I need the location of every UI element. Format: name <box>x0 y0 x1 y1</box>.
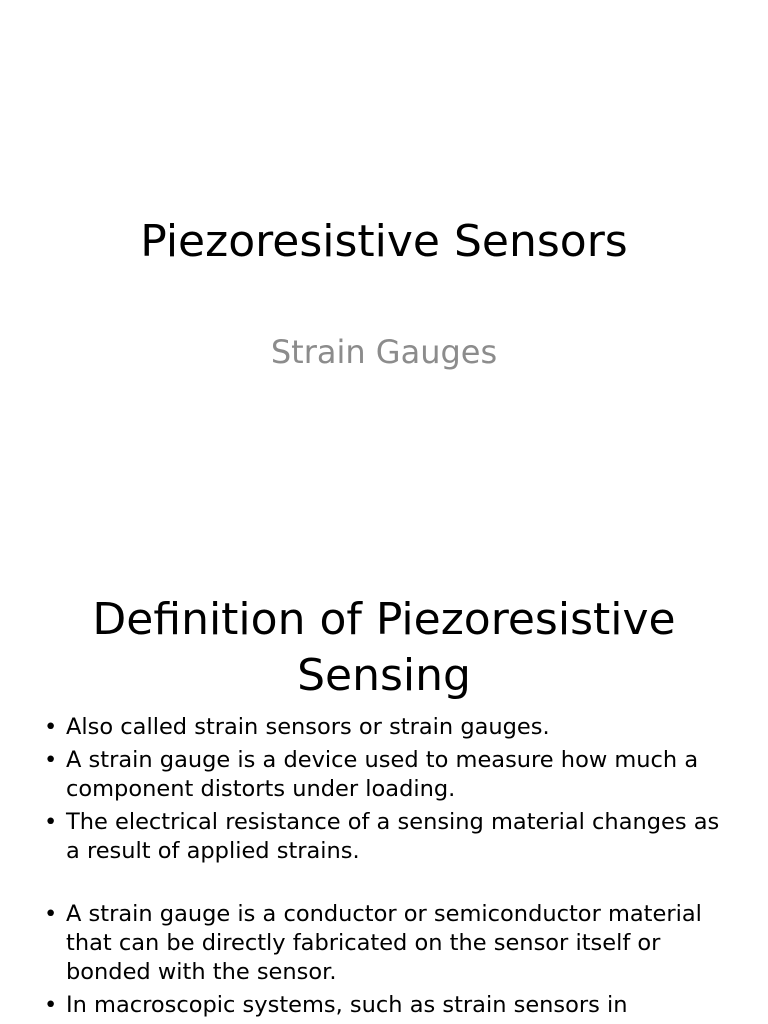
bullet-item <box>0 746 768 804</box>
definition-slide <box>0 576 768 1024</box>
bullet-text: Also called strain sensors or strain gauges. <box>66 714 550 740</box>
bullet-icon: • <box>44 901 58 927</box>
slide-heading: Definition of Piezoresistive Sensing <box>92 594 676 701</box>
bullet-icon: • <box>44 992 58 1018</box>
bullet-icon: • <box>44 809 58 835</box>
bullet-item <box>0 808 768 866</box>
bullet-list <box>0 713 768 1024</box>
bullet-text: The electrical resistance of a sensing material changes as a result of applied strains. <box>66 809 720 864</box>
bullet-icon: • <box>44 714 58 740</box>
bullet-item <box>0 900 768 987</box>
bullet-item <box>0 713 768 742</box>
bullet-item <box>0 991 768 1020</box>
bullet-text: A strain gauge is a device used to measure how much a component distorts under loading. <box>66 747 699 802</box>
slide-subtitle: Strain Gauges <box>270 333 498 371</box>
bullet-text: In macroscopic systems, such as strain sensors in <box>66 992 628 1018</box>
bullet-text: A strain gauge is a conductor or semiconductor material that can be directly fabricated on the sensor itself or bonded with the sensor. <box>66 901 702 985</box>
slide-title: Piezoresistive Sensors <box>140 216 628 267</box>
bullet-icon: • <box>44 747 58 773</box>
